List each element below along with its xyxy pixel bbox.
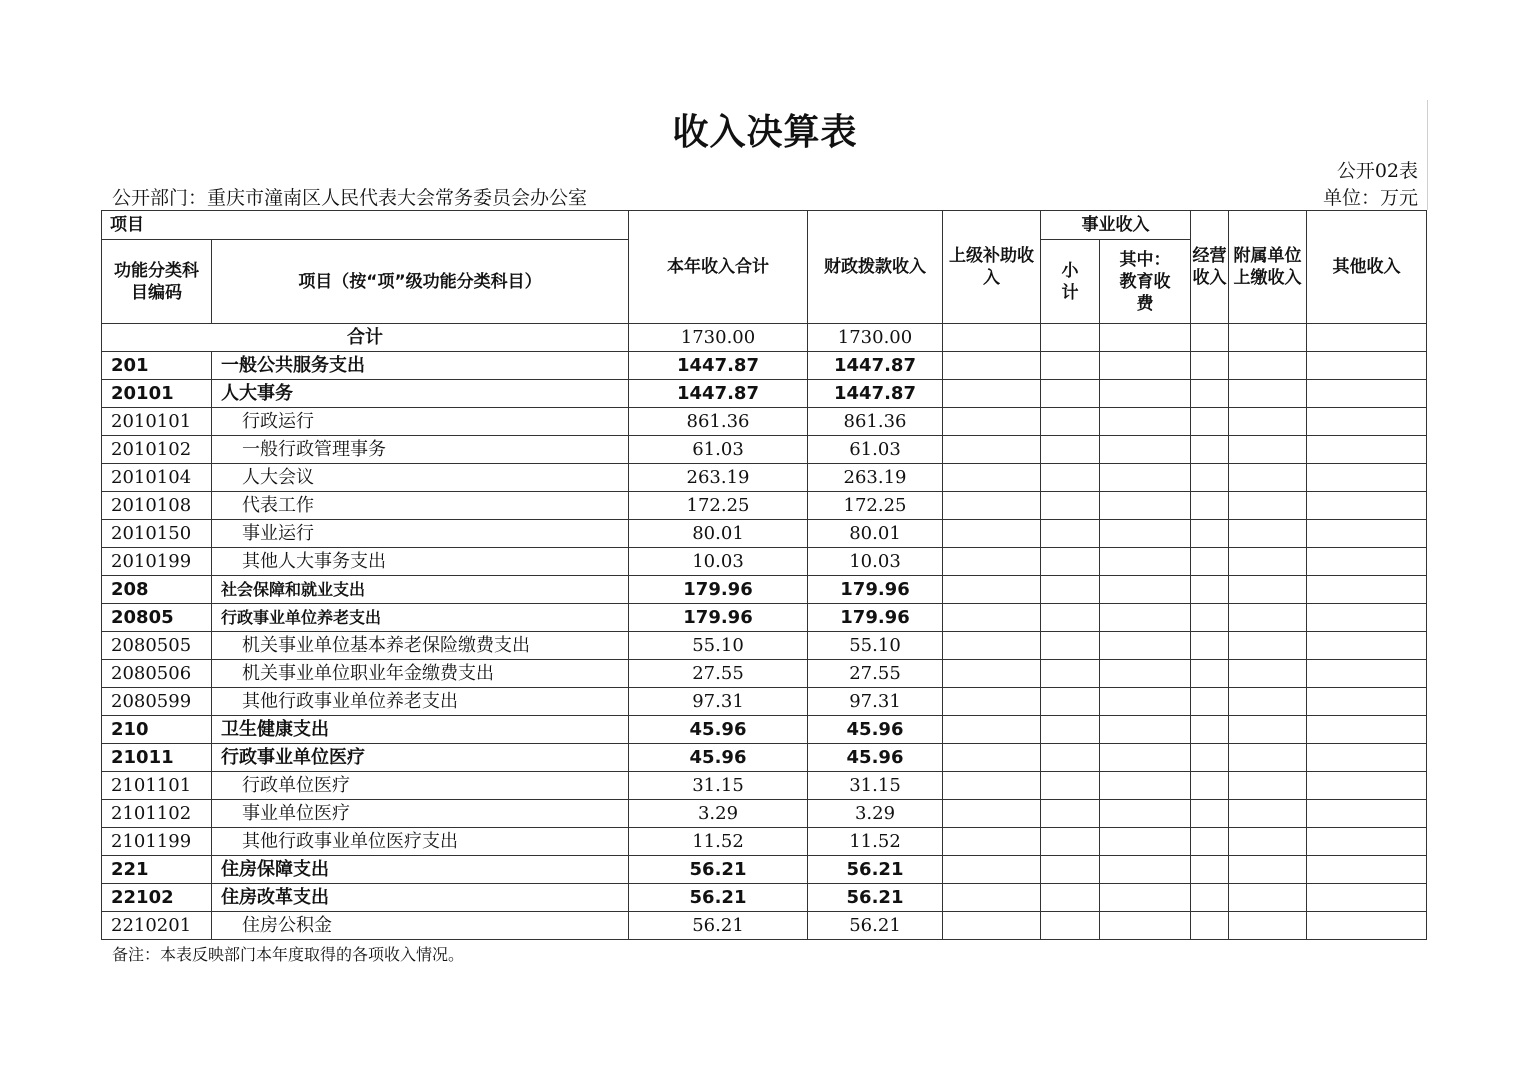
empty-cell [943,800,1041,828]
empty-cell [943,912,1041,940]
empty-cell [1041,772,1100,800]
table-row [102,632,1427,660]
row-fiscal: 61.03 [808,436,943,464]
empty-cell [1100,772,1191,800]
row-name: 卫生健康支出 [212,716,629,744]
header-other: 其他收入 [1307,211,1427,324]
row-name: 住房保障支出 [212,856,629,884]
row-fiscal: 179.96 [808,576,943,604]
row-name: 其他人大事务支出 [212,548,629,576]
empty-cell [1041,688,1100,716]
empty-cell [1191,912,1229,940]
empty-cell [1307,408,1427,436]
empty-cell [943,884,1041,912]
row-total-income: 263.19 [629,464,808,492]
empty-cell [1307,912,1427,940]
row-name: 机关事业单位职业年金缴费支出 [212,660,629,688]
empty-cell [1307,604,1427,632]
total-income-cell: 1730.00 [629,324,808,352]
table-row [102,716,1427,744]
empty-cell [1229,772,1307,800]
row-code: 210 [102,716,212,744]
table-row [102,912,1427,940]
empty-cell [1307,688,1427,716]
row-code: 2010101 [102,408,212,436]
empty-cell [943,632,1041,660]
table-row [102,436,1427,464]
empty-cell [1041,492,1100,520]
row-total-income: 56.21 [629,912,808,940]
header-subtotal: 小计 [1041,240,1100,324]
row-fiscal: 1447.87 [808,352,943,380]
form-number: 公开02表 [1336,160,1418,182]
empty-cell [1041,632,1100,660]
header-edu-fee: 其中：教育收费 [1100,240,1191,324]
empty-cell [1307,352,1427,380]
header-business: 事业收入 [1041,211,1191,240]
empty-cell [1100,492,1191,520]
empty-cell [1229,408,1307,436]
table-row [102,352,1427,380]
row-fiscal: 263.19 [808,464,943,492]
table-row [102,548,1427,576]
page-title: 收入决算表 [672,112,858,153]
row-total-income: 56.21 [629,856,808,884]
empty-cell [1229,688,1307,716]
empty-cell [943,408,1041,436]
empty-cell [1191,688,1229,716]
row-fiscal: 11.52 [808,828,943,856]
row-fiscal: 55.10 [808,632,943,660]
row-name: 行政单位医疗 [212,772,629,800]
total-fiscal-cell: 1730.00 [808,324,943,352]
header-superior: 上级补助收入 [943,211,1041,324]
header-fiscal: 财政拨款收入 [808,211,943,324]
row-code: 2010150 [102,520,212,548]
empty-cell [943,464,1041,492]
empty-cell [1307,520,1427,548]
row-name: 其他行政事业单位医疗支出 [212,828,629,856]
empty-cell [1191,772,1229,800]
empty-cell [1100,884,1191,912]
empty-cell [1229,352,1307,380]
table-row [102,492,1427,520]
empty-cell [1229,856,1307,884]
row-code: 208 [102,576,212,604]
row-fiscal: 45.96 [808,716,943,744]
header-operating: 经营收入 [1191,211,1229,324]
empty-cell [1229,660,1307,688]
row-code: 221 [102,856,212,884]
empty-cell [1100,380,1191,408]
row-fiscal: 3.29 [808,800,943,828]
row-total-income: 11.52 [629,828,808,856]
row-name: 机关事业单位基本养老保险缴费支出 [212,632,629,660]
empty-cell [1229,464,1307,492]
empty-cell [1191,436,1229,464]
empty-cell [1041,660,1100,688]
empty-cell [1229,604,1307,632]
row-code: 2101102 [102,800,212,828]
empty-cell [1041,520,1100,548]
row-total-income: 3.29 [629,800,808,828]
empty-cell [1100,716,1191,744]
row-name: 一般行政管理事务 [212,436,629,464]
table-row [102,520,1427,548]
table-row [102,688,1427,716]
row-fiscal: 56.21 [808,856,943,884]
row-name: 事业运行 [212,520,629,548]
empty-cell [943,520,1041,548]
empty-cell [943,604,1041,632]
empty-cell [943,492,1041,520]
empty-cell [1229,380,1307,408]
row-name: 事业单位医疗 [212,800,629,828]
empty-cell [1307,716,1427,744]
empty-cell [1041,576,1100,604]
header-affiliated: 附属单位上缴收入 [1229,211,1307,324]
empty-cell [1307,660,1427,688]
row-total-income: 1447.87 [629,380,808,408]
empty-cell [943,436,1041,464]
empty-cell [1191,548,1229,576]
row-name: 社会保障和就业支出 [212,576,629,604]
row-name: 行政事业单位医疗 [212,744,629,772]
empty-cell [1307,800,1427,828]
empty-cell [1100,604,1191,632]
row-total-income: 97.31 [629,688,808,716]
empty-cell [1307,464,1427,492]
table-row [102,380,1427,408]
empty-cell [1191,828,1229,856]
empty-cell [1191,464,1229,492]
row-fiscal: 179.96 [808,604,943,632]
empty-cell [1307,576,1427,604]
empty-cell [943,716,1041,744]
row-name: 住房改革支出 [212,884,629,912]
row-fiscal: 27.55 [808,660,943,688]
row-code: 2010108 [102,492,212,520]
row-name: 人大事务 [212,380,629,408]
divider [1427,100,1428,210]
row-code: 2101199 [102,828,212,856]
empty-cell [943,856,1041,884]
header-project: 项目 [102,211,629,240]
empty-cell [1191,716,1229,744]
empty-cell [1191,884,1229,912]
row-total-income: 55.10 [629,632,808,660]
row-code: 2010199 [102,548,212,576]
empty-cell [1307,884,1427,912]
row-total-income: 80.01 [629,520,808,548]
empty-cell [1307,772,1427,800]
row-fiscal: 56.21 [808,912,943,940]
empty-cell [1100,548,1191,576]
empty-cell [1307,632,1427,660]
row-total-income: 27.55 [629,660,808,688]
row-code: 20101 [102,380,212,408]
table-row [102,828,1427,856]
empty-cell [1191,800,1229,828]
row-name: 代表工作 [212,492,629,520]
empty-cell [1191,408,1229,436]
row-fiscal: 97.31 [808,688,943,716]
empty-cell [1307,436,1427,464]
empty-cell [1307,548,1427,576]
empty-cell [1041,884,1100,912]
table-row [102,576,1427,604]
row-total-income: 179.96 [629,576,808,604]
empty-cell [1100,800,1191,828]
table-row [102,660,1427,688]
row-name: 其他行政事业单位养老支出 [212,688,629,716]
empty-cell [1041,436,1100,464]
empty-cell [1307,380,1427,408]
empty-cell [943,548,1041,576]
unit-label: 单位：万元 [1322,187,1418,209]
header-total-income: 本年收入合计 [629,211,808,324]
empty-cell [1041,800,1100,828]
row-total-income: 1447.87 [629,352,808,380]
row-name: 一般公共服务支出 [212,352,629,380]
table-row [102,464,1427,492]
empty-cell [1229,520,1307,548]
table-row [102,604,1427,632]
row-code: 201 [102,352,212,380]
empty-cell [1100,436,1191,464]
row-code: 2010102 [102,436,212,464]
empty-cell [1229,576,1307,604]
empty-cell [1229,632,1307,660]
row-code: 22102 [102,884,212,912]
row-code: 21011 [102,744,212,772]
row-total-income: 861.36 [629,408,808,436]
empty-cell [1100,856,1191,884]
empty-cell [1191,632,1229,660]
empty-cell [1041,380,1100,408]
empty-cell [943,576,1041,604]
row-fiscal: 80.01 [808,520,943,548]
empty-cell [1191,380,1229,408]
empty-cell [1100,632,1191,660]
empty-cell [1041,744,1100,772]
empty-cell [1229,436,1307,464]
empty-cell [1307,744,1427,772]
empty-cell [1100,912,1191,940]
table-row [102,884,1427,912]
empty-cell [1041,828,1100,856]
income-table [101,210,1427,940]
header-item-name: 项目（按“项”级功能分类科目） [212,240,629,324]
empty-cell [1307,856,1427,884]
empty-cell [1100,576,1191,604]
row-code: 2010104 [102,464,212,492]
row-code: 20805 [102,604,212,632]
row-total-income: 179.96 [629,604,808,632]
table-row [102,856,1427,884]
row-fiscal: 45.96 [808,744,943,772]
department-label: 公开部门：重庆市潼南区人民代表大会常务委员会办公室 [112,187,588,209]
row-total-income: 172.25 [629,492,808,520]
row-code: 2080599 [102,688,212,716]
empty-cell [1100,828,1191,856]
row-fiscal: 172.25 [808,492,943,520]
empty-cell [1307,828,1427,856]
empty-cell [1100,464,1191,492]
row-code: 2101101 [102,772,212,800]
row-code: 2080506 [102,660,212,688]
empty-cell [1041,856,1100,884]
empty-cell [943,828,1041,856]
empty-cell [1100,688,1191,716]
footnote: 备注：本表反映部门本年度取得的各项收入情况。 [112,945,465,964]
empty-cell [1041,352,1100,380]
row-total-income: 31.15 [629,772,808,800]
total-label: 合计 [102,324,629,352]
empty-cell [943,744,1041,772]
empty-cell [1229,744,1307,772]
empty-cell [1100,660,1191,688]
table-row [102,744,1427,772]
table-row [102,408,1427,436]
empty-cell [1229,828,1307,856]
empty-cell [1307,492,1427,520]
row-name: 行政事业单位养老支出 [212,604,629,632]
empty-cell [1100,408,1191,436]
table-row [102,772,1427,800]
empty-cell [1041,604,1100,632]
empty-cell [1229,800,1307,828]
row-fiscal: 861.36 [808,408,943,436]
row-total-income: 45.96 [629,744,808,772]
empty-cell [1229,912,1307,940]
row-code: 2080505 [102,632,212,660]
row-total-income: 61.03 [629,436,808,464]
header-func-code: 功能分类科目编码 [102,240,212,324]
empty-cell [1191,576,1229,604]
total-row [102,324,1427,352]
row-fiscal: 31.15 [808,772,943,800]
row-total-income: 10.03 [629,548,808,576]
table-row [102,800,1427,828]
row-total-income: 45.96 [629,716,808,744]
empty-cell [1191,604,1229,632]
row-name: 行政运行 [212,408,629,436]
empty-cell [1041,408,1100,436]
empty-cell [1191,856,1229,884]
empty-cell [1191,660,1229,688]
row-fiscal: 1447.87 [808,380,943,408]
empty-cell [1191,744,1229,772]
empty-cell [1229,548,1307,576]
empty-cell [943,660,1041,688]
empty-cell [1191,352,1229,380]
empty-cell [1229,884,1307,912]
empty-cell [1041,548,1100,576]
row-fiscal: 10.03 [808,548,943,576]
empty-cell [1100,744,1191,772]
empty-cell [1191,520,1229,548]
empty-cell [1191,492,1229,520]
empty-cell [1229,492,1307,520]
empty-cell [1041,716,1100,744]
row-code: 2210201 [102,912,212,940]
empty-cell [1041,912,1100,940]
row-fiscal: 56.21 [808,884,943,912]
row-name: 住房公积金 [212,912,629,940]
empty-cell [1041,464,1100,492]
empty-cell [943,352,1041,380]
row-total-income: 56.21 [629,884,808,912]
row-name: 人大会议 [212,464,629,492]
empty-cell [943,772,1041,800]
empty-cell [1100,352,1191,380]
empty-cell [943,380,1041,408]
empty-cell [1100,520,1191,548]
empty-cell [943,688,1041,716]
empty-cell [1229,716,1307,744]
